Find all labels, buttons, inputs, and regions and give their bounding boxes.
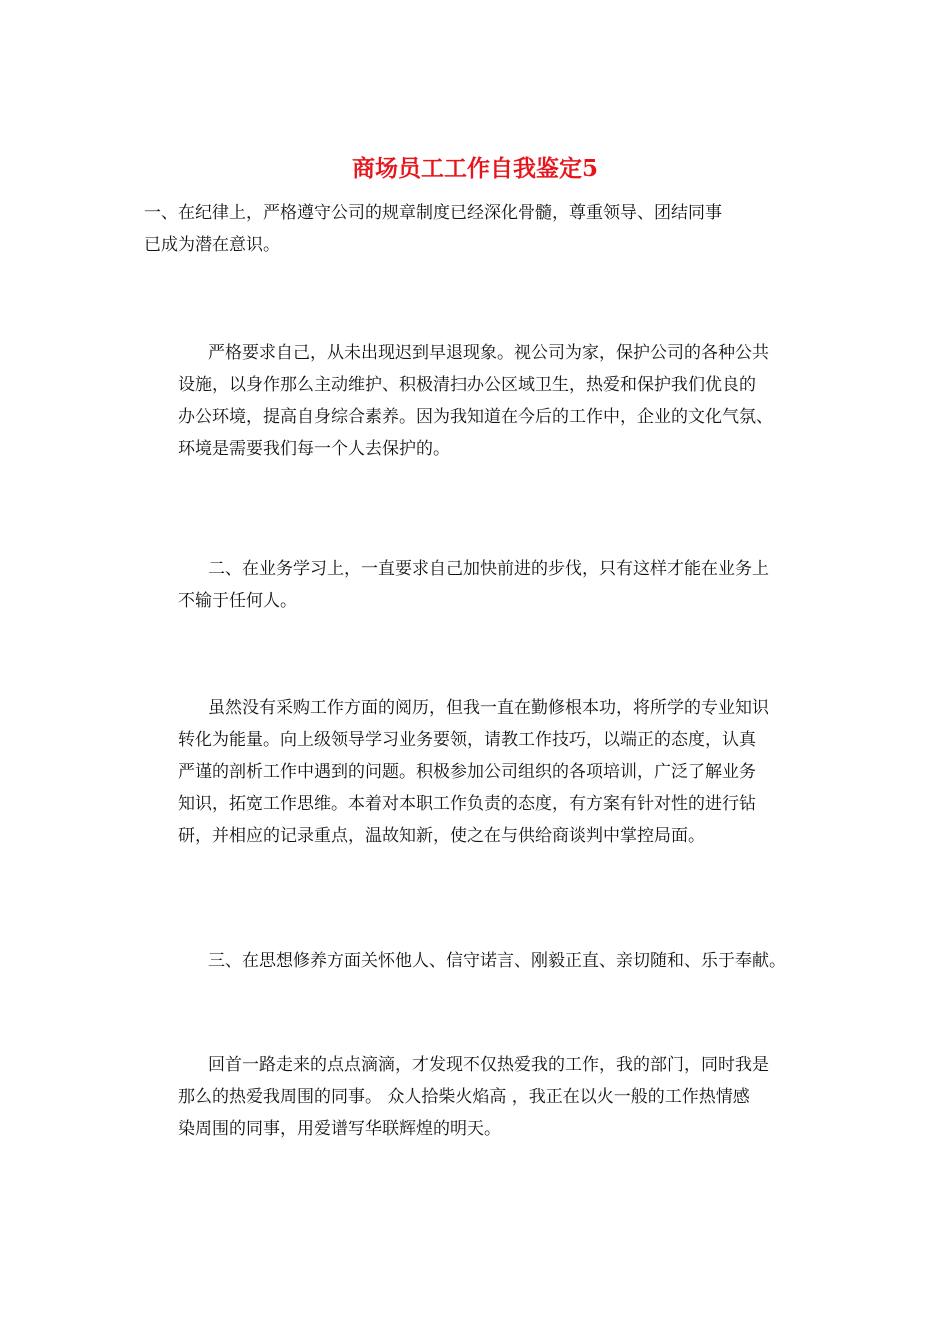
paragraph-business-study xyxy=(144,553,812,617)
paragraph-line: 一、在纪律上，严格遵守公司的规章制度已经深化骨髓，尊重领导、团结同事 xyxy=(144,203,722,223)
paragraph-line: 那么的热爱我周围的同事。 众人拾柴火焰高 ，我正在以火一般的工作热情感 xyxy=(178,1087,750,1107)
paragraph-reflection xyxy=(144,1049,812,1145)
paragraph-ideology xyxy=(144,945,812,977)
paragraph-line: 染周围的同事，用爱谱写华联辉煌的明天。 xyxy=(178,1119,501,1139)
paragraph-line: 严格要求自己，从未出现迟到早退现象。视公司为家，保护公司的各种公共 xyxy=(208,343,769,363)
paragraph-line: 研，并相应的记录重点，温故知新，使之在与供给商谈判中掌控局面。 xyxy=(178,826,705,846)
paragraph-line: 已成为潜在意识。 xyxy=(144,235,280,255)
paragraph-line: 环境是需要我们每一个人去保护的。 xyxy=(178,439,450,459)
paragraph-line: 知识，拓宽工作思维。本着对本职工作负责的态度，有方案有针对性的进行钻 xyxy=(178,794,756,814)
paragraph-self-discipline xyxy=(144,337,812,465)
paragraph-line: 回首一路走来的点点滴滴，才发现不仅热爱我的工作，我的部门，同时我是 xyxy=(208,1055,769,1075)
paragraph-discipline xyxy=(144,197,812,261)
paragraph-line: 设施，以身作那么主动维护、积极清扫办公区域卫生，热爱和保护我们优良的 xyxy=(178,375,756,395)
paragraph-line: 虽然没有采购工作方面的阅历，但我一直在勤修根本功，将所学的专业知识 xyxy=(208,698,769,718)
paragraph-line: 三、在思想修养方面关怀他人、信守诺言、刚毅正直、亲切随和、乐于奉献。 xyxy=(208,951,786,971)
paragraph-line: 办公环境，提高自身综合素养。因为我知道在今后的工作中，企业的文化气氛、 xyxy=(178,407,773,427)
paragraph-line: 不输于任何人。 xyxy=(178,591,297,611)
paragraph-line: 二、在业务学习上，一直要求自己加快前进的步伐，只有这样才能在业务上 xyxy=(208,559,769,579)
paragraph-line: 转化为能量。向上级领导学习业务要领，请教工作技巧，以端正的态度，认真 xyxy=(178,730,756,750)
paragraph-line: 严谨的剖析工作中遇到的问题。积极参加公司组织的各项培训，广泛了解业务 xyxy=(178,762,756,782)
paragraph-learning-details xyxy=(144,692,812,852)
document-title: 商场员工工作自我鉴定5 xyxy=(351,155,598,182)
